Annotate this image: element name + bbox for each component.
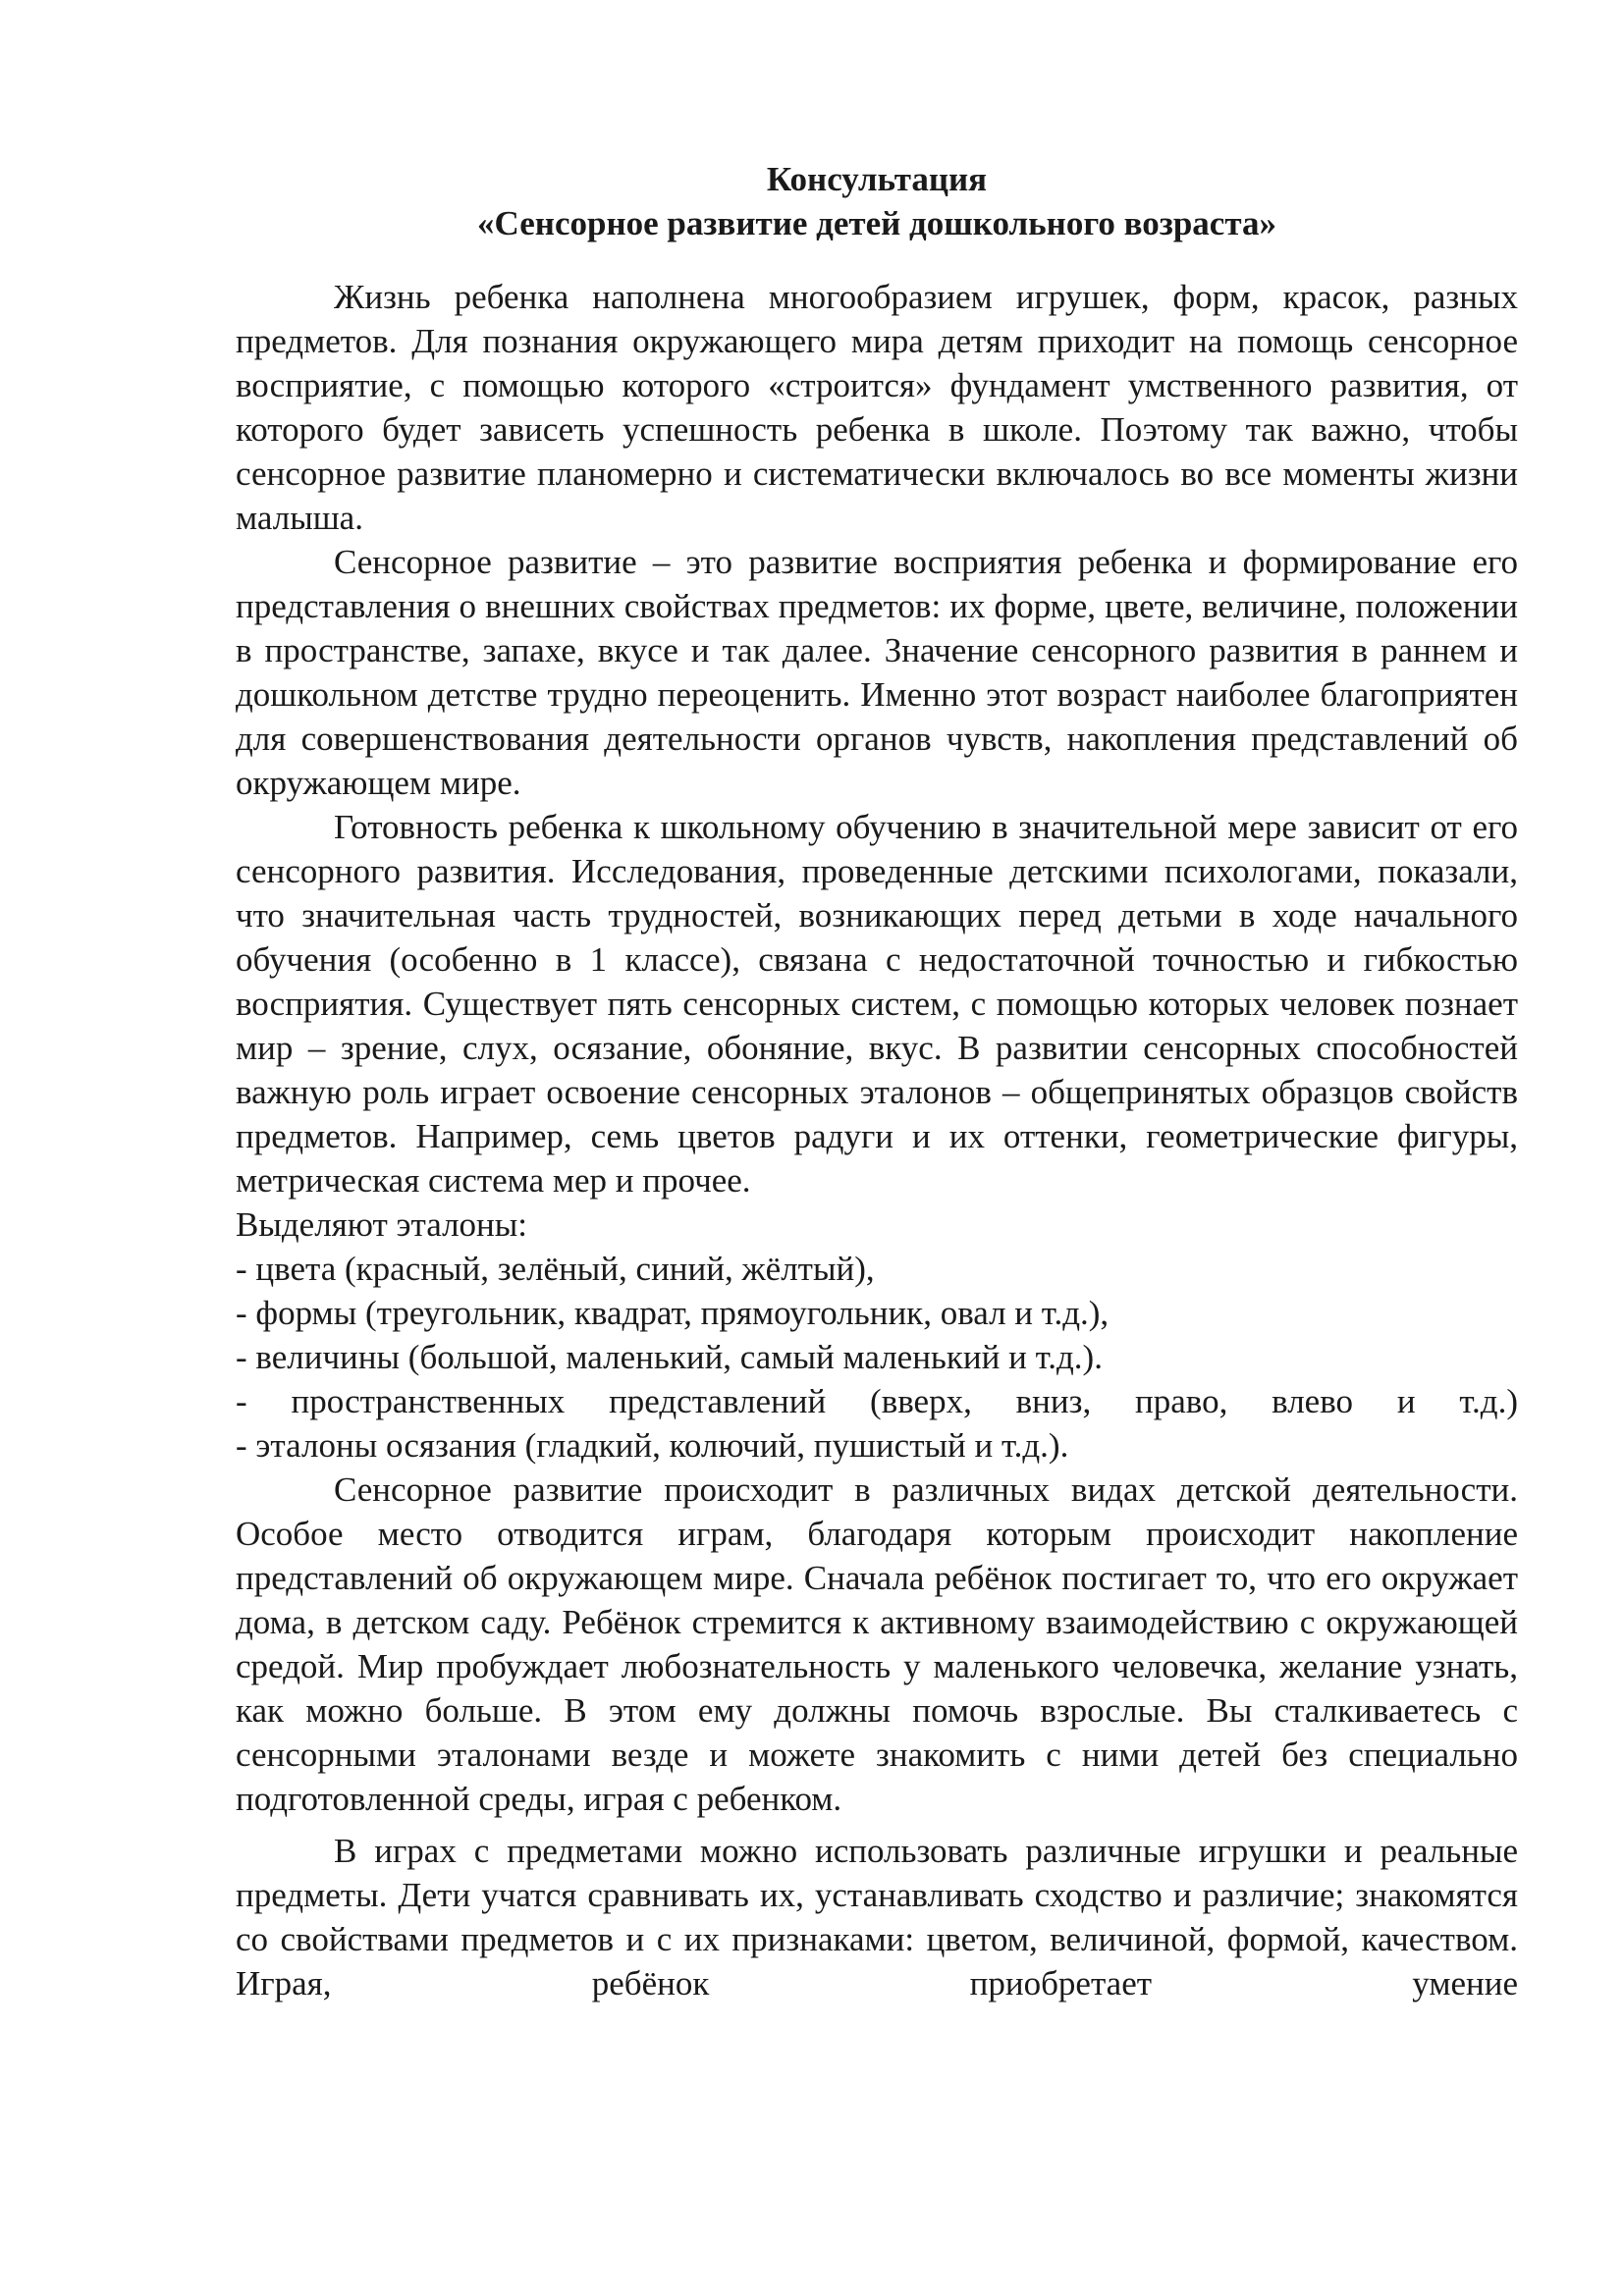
paragraph-4: Сенсорное развитие происходит в различных видах детской деятельности. Особое место отводится играм, благодаря которым происходит накопление представлений об окружающем мире. Сначала ребёнок постигает то, что его окружает дома, в детском саду. Ребёнок стремится к активному взаимодействию с окружающей средой. Мир пробуждает любознательность у маленького человечка, желание узнать, как можно больше. В этом ему должны помочь взрослые. Вы сталкиваетесь с сенсорными эталонами везде и можете знакомить с ними детей без специально подготовленной среды, играя с ребенком. [236,1470,1518,1818]
paragraph-2: Сенсорное развитие – это развитие восприятия ребенка и формирование его представления о внешних свойствах предметов: их форме, цвете, величине, положении в пространстве, запахе, вкусе и так далее. Значение сенсорного развития в раннем и дошкольном детстве трудно переоценить. Именно этот возраст наиболее благоприятен для совершенствования деятельности органов чувств, накопления представлений об окружающем мире. [236,543,1518,802]
list-item-spatial: - пространственных представлений (вверх, вниз, право, влево и т.д.) [236,1382,1518,1420]
document-page [236,157,1518,2005]
paragraph-5: В играх с предметами можно использовать различные игрушки и реальные предметы. Дети учатся сравнивать их, устанавливать сходство и различие; знакомятся со свойствами предметов и с их признаками: цветом, величиной, формой, качеством. Играя, ребёнок приобретает умение [236,1832,1518,2002]
list-item-colors: - цвета (красный, зелёный, синий, жёлтый), [236,1250,875,1288]
paragraph-1: Жизнь ребенка наполнена многообразием игрушек, форм, красок, разных предметов. Для познания окружающего мира детям приходит на помощь сенсорное восприятие, с помощью которого «строится» фундамент умственного развития, от которого будет зависеть успешность ребенка в школе. Поэтому так важно, чтобы сенсорное развитие планомерно и систематически включалось во все моменты жизни малыша. [236,278,1518,537]
document-heading [236,157,1518,245]
list-intro: Выделяют эталоны: [236,1205,528,1244]
document-subtitle: «Сенсорное развитие детей дошкольного возраста» [477,204,1276,242]
list-item-shapes: - формы (треугольник, квадрат, прямоугольник, овал и т.д.), [236,1294,1110,1332]
paragraph-3: Готовность ребенка к школьному обучению в значительной мере зависит от его сенсорного развития. Исследования, проведенные детскими психологами, показали, что значительная часть трудностей, возникающих перед детьми в ходе начального обучения (особенно в 1 классе), связана с недостаточной точностью и гибкостью восприятия. Существует пять сенсорных систем, с помощью которых человек познает мир – зрение, слух, осязание, обоняние, вкус. В развитии сенсорных способностей важную роль играет освоение сенсорных эталонов – общепринятых образцов свойств предметов. Например, семь цветов радуги и их оттенки, геометрические фигуры, метрическая система мер и прочее. [236,808,1518,1200]
document-title: Консультация [766,160,988,198]
list-item-sizes: - величины (большой, маленький, самый маленький и т.д.). [236,1338,1103,1376]
list-item-touch: - эталоны осязания (гладкий, колючий, пушистый и т.д.). [236,1426,1069,1465]
